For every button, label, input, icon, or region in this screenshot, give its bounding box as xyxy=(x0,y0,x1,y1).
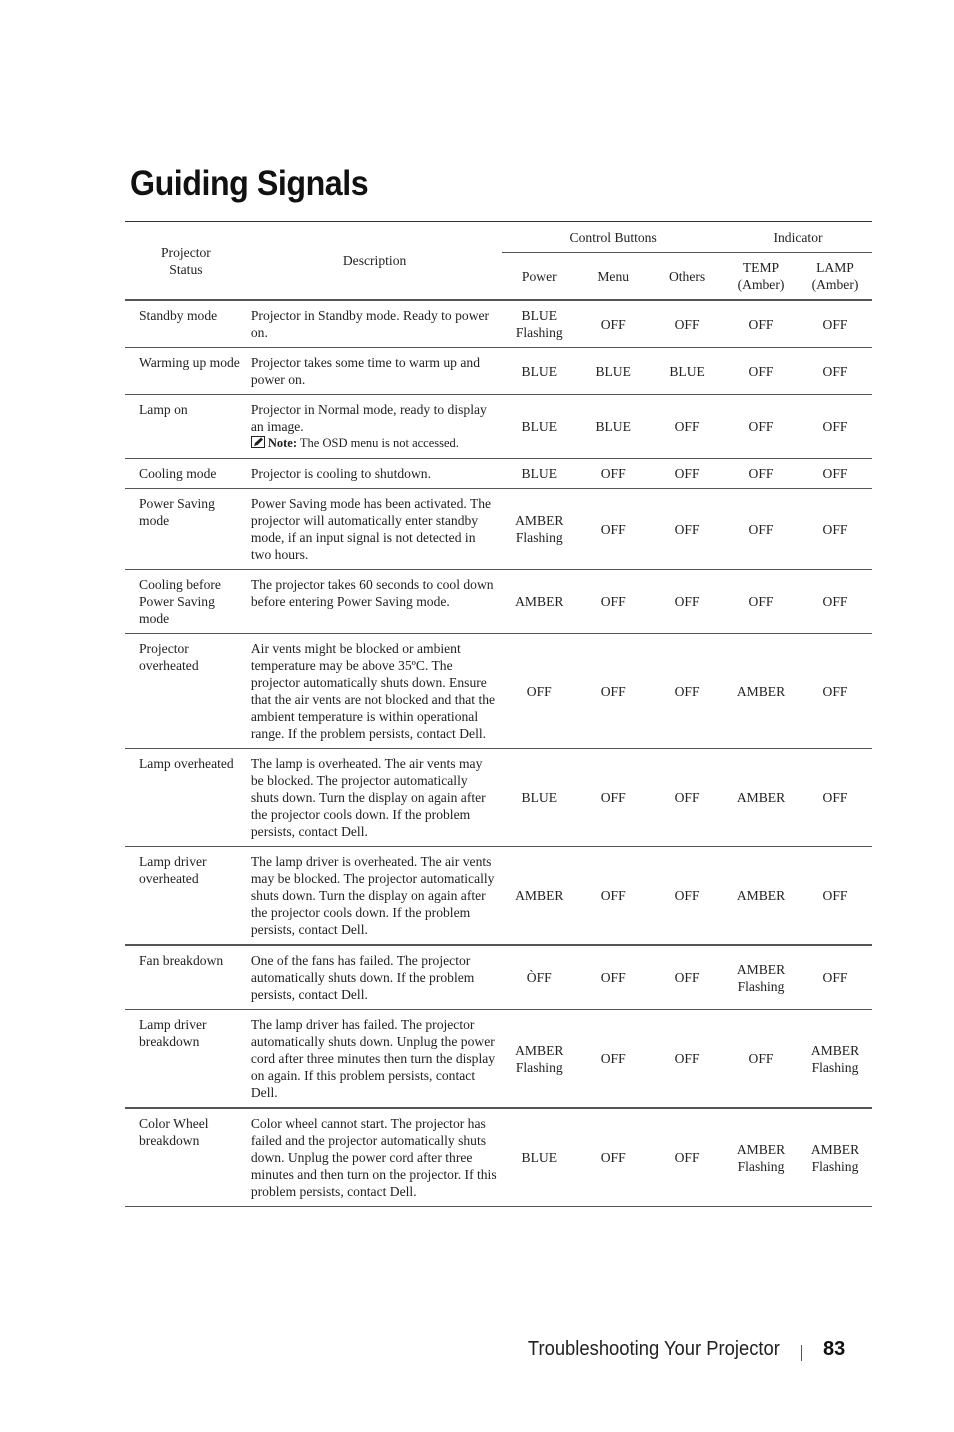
cell-status: Projector overheated xyxy=(125,634,247,749)
cell-status: Fan breakdown xyxy=(125,945,247,1010)
cell-status: Cooling mode xyxy=(125,459,247,489)
cell-menu: OFF xyxy=(576,847,650,946)
header-power: Power xyxy=(502,253,576,301)
page-title: Guiding Signals xyxy=(130,164,369,203)
cell-status: Lamp on xyxy=(125,395,247,459)
table-row xyxy=(125,489,872,570)
cell-lamp: OFF xyxy=(798,847,872,946)
table-row xyxy=(125,395,872,459)
cell-menu: OFF xyxy=(576,749,650,847)
table-row xyxy=(125,634,872,749)
header-indicator: Indicator xyxy=(724,222,872,253)
cell-others: OFF xyxy=(650,1108,724,1207)
description-text: Projector in Normal mode, ready to display an image. xyxy=(250,402,487,434)
page-footer xyxy=(0,1338,954,1366)
cell-others: OFF xyxy=(650,489,724,570)
cell-status: Color Wheel breakdown xyxy=(125,1108,247,1207)
cell-temp: OFF xyxy=(724,348,798,395)
cell-temp: OFF xyxy=(724,570,798,634)
cell-status: Standby mode xyxy=(125,300,247,348)
cell-lamp: OFF xyxy=(798,570,872,634)
cell-description: Projector takes some time to warm up and power on. xyxy=(247,348,502,395)
table-row xyxy=(125,1108,872,1207)
cell-temp: OFF xyxy=(724,459,798,489)
cell-lamp: OFF xyxy=(798,489,872,570)
header-temp: TEMP (Amber) xyxy=(724,253,798,301)
header-lamp: LAMP (Amber) xyxy=(798,253,872,301)
cell-menu: OFF xyxy=(576,489,650,570)
cell-others: OFF xyxy=(650,1010,724,1109)
cell-menu: OFF xyxy=(576,300,650,348)
cell-description: The lamp is overheated. The air vents may be blocked. The projector automatically shuts down. Turn the display on again after the projector cools down. If the problem persists, contact Dell. xyxy=(247,749,502,847)
cell-lamp: OFF xyxy=(798,348,872,395)
cell-power: AMBER Flashing xyxy=(502,489,576,570)
cell-menu: OFF xyxy=(576,459,650,489)
cell-power: ÒFF xyxy=(502,945,576,1010)
cell-status: Lamp driver overheated xyxy=(125,847,247,946)
note-line xyxy=(251,435,498,452)
cell-temp: AMBER xyxy=(724,749,798,847)
cell-others: OFF xyxy=(650,300,724,348)
cell-temp: AMBER Flashing xyxy=(724,1108,798,1207)
cell-menu: OFF xyxy=(576,570,650,634)
cell-status: Lamp overheated xyxy=(125,749,247,847)
cell-temp: AMBER Flashing xyxy=(724,945,798,1010)
table-row xyxy=(125,300,872,348)
footer-section-title: Troubleshooting Your Projector xyxy=(528,1338,780,1360)
cell-power: BLUE xyxy=(502,1108,576,1207)
cell-others: OFF xyxy=(650,570,724,634)
cell-others: OFF xyxy=(650,749,724,847)
table-row xyxy=(125,348,872,395)
cell-power: AMBER Flashing xyxy=(502,1010,576,1109)
cell-status: Cooling before Power Saving mode xyxy=(125,570,247,634)
cell-lamp: AMBER Flashing xyxy=(798,1010,872,1109)
cell-description: One of the fans has failed. The projector automatically shuts down. If the problem persists, contact Dell. xyxy=(247,945,502,1010)
cell-power: AMBER xyxy=(502,570,576,634)
cell-menu: OFF xyxy=(576,1010,650,1109)
cell-power: BLUE xyxy=(502,348,576,395)
cell-temp: AMBER xyxy=(724,634,798,749)
cell-others: OFF xyxy=(650,459,724,489)
cell-lamp: OFF xyxy=(798,459,872,489)
cell-lamp: OFF xyxy=(798,634,872,749)
cell-power: OFF xyxy=(502,634,576,749)
table-row xyxy=(125,847,872,946)
note-pencil-icon xyxy=(251,436,265,448)
table-row xyxy=(125,1010,872,1109)
cell-others: OFF xyxy=(650,395,724,459)
note-label: Note: xyxy=(267,436,298,450)
cell-power: BLUE xyxy=(502,395,576,459)
cell-menu: OFF xyxy=(576,945,650,1010)
header-menu: Menu xyxy=(576,253,650,301)
cell-lamp: OFF xyxy=(798,945,872,1010)
table-row xyxy=(125,570,872,634)
footer-divider xyxy=(801,1345,802,1361)
cell-others: BLUE xyxy=(650,348,724,395)
cell-description: The lamp driver is overheated. The air vents may be blocked. The projector automatically shuts down. Turn the display on again after the projector cools down. If the problem persists, contact Dell. xyxy=(247,847,502,946)
cell-menu: BLUE xyxy=(576,395,650,459)
cell-description xyxy=(247,395,502,459)
cell-power: BLUE Flashing xyxy=(502,300,576,348)
cell-lamp: AMBER Flashing xyxy=(798,1108,872,1207)
table-row xyxy=(125,459,872,489)
cell-temp: OFF xyxy=(724,1010,798,1109)
cell-temp: AMBER xyxy=(724,847,798,946)
cell-description: The lamp driver has failed. The projector automatically shuts down. Unplug the power cord after three minutes then turn the display on again. If this problem persists, contact Dell. xyxy=(247,1010,502,1109)
cell-status: Lamp driver breakdown xyxy=(125,1010,247,1109)
cell-description: Projector in Standby mode. Ready to power on. xyxy=(247,300,502,348)
table-row xyxy=(125,749,872,847)
cell-status: Power Saving mode xyxy=(125,489,247,570)
header-projector-status: Projector Status xyxy=(125,222,247,301)
cell-description: Air vents might be blocked or ambient temperature may be above 35ºC. The projector automatically shuts down. Ensure that the air vents are not blocked and that the ambient temperature is within operational range. If the problem persists, contact Dell. xyxy=(247,634,502,749)
note-text: The OSD menu is not accessed. xyxy=(299,436,459,450)
cell-menu: OFF xyxy=(576,634,650,749)
header-others: Others xyxy=(650,253,724,301)
cell-others: OFF xyxy=(650,634,724,749)
cell-menu: BLUE xyxy=(576,348,650,395)
cell-description: The projector takes 60 seconds to cool down before entering Power Saving mode. xyxy=(247,570,502,634)
cell-others: OFF xyxy=(650,847,724,946)
cell-description: Projector is cooling to shutdown. xyxy=(247,459,502,489)
cell-temp: OFF xyxy=(724,489,798,570)
cell-others: OFF xyxy=(650,945,724,1010)
cell-power: BLUE xyxy=(502,459,576,489)
header-control-buttons: Control Buttons xyxy=(502,222,724,253)
cell-lamp: OFF xyxy=(798,300,872,348)
header-description: Description xyxy=(247,222,502,301)
guiding-signals-table xyxy=(125,221,872,1207)
cell-lamp: OFF xyxy=(798,395,872,459)
page-number: 83 xyxy=(823,1338,846,1360)
table-row xyxy=(125,945,872,1010)
cell-power: AMBER xyxy=(502,847,576,946)
cell-power: BLUE xyxy=(502,749,576,847)
cell-description: Color wheel cannot start. The projector has failed and the projector automatically shuts down. Unplug the power cord after three minutes and then turn on the projector. If this problem persists, contact Dell. xyxy=(247,1108,502,1207)
cell-status: Warming up mode xyxy=(125,348,247,395)
cell-menu: OFF xyxy=(576,1108,650,1207)
cell-description: Power Saving mode has been activated. The projector will automatically enter standby mode, if an input signal is not detected in two hours. xyxy=(247,489,502,570)
cell-temp: OFF xyxy=(724,300,798,348)
cell-lamp: OFF xyxy=(798,749,872,847)
cell-temp: OFF xyxy=(724,395,798,459)
